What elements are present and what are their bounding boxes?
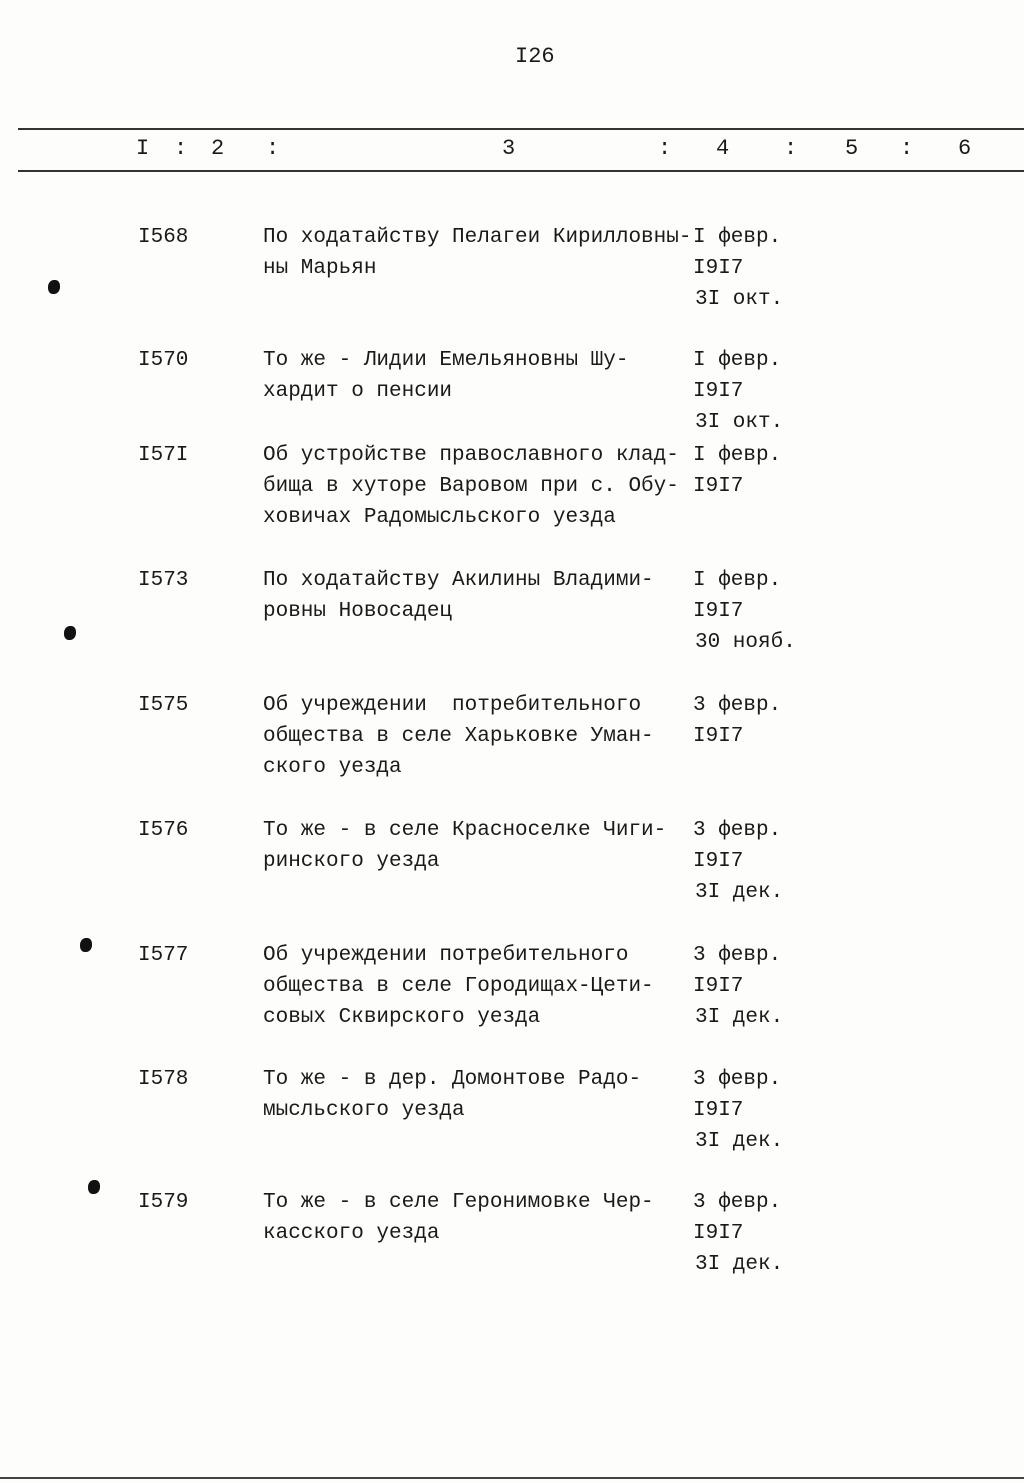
- date-line: I9I7: [693, 1222, 744, 1245]
- date-line: I9I7: [693, 1099, 744, 1122]
- description-line: То же - Лидии Емельяновны Шу-: [263, 349, 629, 372]
- separator: :: [900, 136, 914, 161]
- record-description: [263, 565, 693, 627]
- date-line: 3 февр.: [693, 819, 782, 842]
- date-line: I февр.: [693, 226, 782, 249]
- record-number: I573: [138, 569, 189, 592]
- date-line: 3I окт.: [695, 288, 784, 311]
- description-line: То же - в дер. Домонтове Радо-: [263, 1068, 642, 1091]
- record-dates: [693, 1187, 783, 1280]
- separator: :: [266, 136, 280, 161]
- description-line: общества в селе Городищах-Цети-: [263, 975, 654, 998]
- header-top-rule: [18, 128, 1024, 130]
- date-line: 3 февр.: [693, 1068, 782, 1091]
- column-2: 2: [211, 136, 225, 161]
- record-description: [263, 1064, 693, 1126]
- description-line: совых Сквирского уезда: [263, 1006, 541, 1029]
- description-line: Об учреждении потребительного: [263, 694, 642, 717]
- date-line: 3I дек.: [695, 1130, 784, 1153]
- description-line: То же - в селе Красноселке Чиги-: [263, 819, 667, 842]
- bottom-edge: [0, 1477, 1024, 1479]
- record-dates: [693, 440, 781, 502]
- column-1: I: [136, 136, 150, 161]
- record-dates: [693, 222, 783, 315]
- date-line: I9I7: [693, 257, 744, 280]
- record-number: I570: [138, 349, 189, 372]
- record-dates: [693, 565, 796, 658]
- date-line: 30 нояб.: [695, 631, 796, 654]
- date-line: I9I7: [693, 600, 744, 623]
- record-number: I576: [138, 819, 189, 842]
- column-5: 5: [845, 136, 859, 161]
- record-number: I568: [138, 226, 189, 249]
- description-line: Об учреждении потребительного: [263, 944, 629, 967]
- record-number: I577: [138, 944, 189, 967]
- date-line: 3I дек.: [695, 1006, 784, 1029]
- description-line: касского уезда: [263, 1222, 440, 1245]
- record-description: [263, 690, 693, 783]
- date-line: I февр.: [693, 569, 782, 592]
- record-description: [263, 1187, 693, 1249]
- description-line: мысльского уезда: [263, 1099, 465, 1122]
- record-number: I578: [138, 1068, 189, 1091]
- record-description: [263, 940, 693, 1033]
- punch-hole-mark: [88, 1180, 100, 1194]
- record-description: [263, 345, 693, 407]
- column-6: 6: [958, 136, 972, 161]
- record-number: I579: [138, 1191, 189, 1214]
- column-4: 4: [716, 136, 730, 161]
- description-line: хардит о пенсии: [263, 380, 453, 403]
- separator: :: [174, 136, 188, 161]
- date-line: 3 февр.: [693, 1191, 782, 1214]
- description-line: То же - в селе Геронимовке Чер-: [263, 1191, 654, 1214]
- description-line: ринского уезда: [263, 850, 440, 873]
- date-line: I февр.: [693, 444, 782, 467]
- date-line: I февр.: [693, 349, 782, 372]
- date-line: I9I7: [693, 380, 744, 403]
- header-bottom-rule: [18, 170, 1024, 172]
- description-line: ровны Новосадец: [263, 600, 453, 623]
- record-description: [263, 440, 693, 533]
- date-line: 3I дек.: [695, 1253, 784, 1276]
- date-line: 3 февр.: [693, 944, 782, 967]
- description-line: ского уезда: [263, 756, 402, 779]
- separator: :: [658, 136, 672, 161]
- description-line: По ходатайству Акилины Владими-: [263, 569, 654, 592]
- record-number: I57I: [138, 444, 189, 467]
- description-line: бища в хуторе Варовом при с. Обу-: [263, 475, 679, 498]
- record-dates: [693, 345, 783, 438]
- separator: :: [784, 136, 798, 161]
- record-description: [263, 815, 693, 877]
- description-line: общества в селе Харьковке Уман-: [263, 725, 654, 748]
- description-line: Об устройстве православного клад-: [263, 444, 679, 467]
- date-line: I9I7: [693, 975, 744, 998]
- date-line: 3 февр.: [693, 694, 782, 717]
- column-3: 3: [502, 136, 516, 161]
- date-line: I9I7: [693, 850, 744, 873]
- record-dates: [693, 690, 781, 752]
- punch-hole-mark: [80, 938, 92, 952]
- description-line: По ходатайству Пелагеи Кирилловны-: [263, 226, 692, 249]
- record-dates: [693, 1064, 783, 1157]
- punch-hole-mark: [48, 280, 60, 294]
- record-number: I575: [138, 694, 189, 717]
- record-dates: [693, 940, 783, 1033]
- page-number: I26: [515, 44, 555, 69]
- record-description: [263, 222, 693, 284]
- date-line: I9I7: [693, 725, 744, 748]
- record-dates: [693, 815, 783, 908]
- date-line: 3I окт.: [695, 411, 784, 434]
- description-line: ны Марьян: [263, 257, 377, 280]
- description-line: ховичах Радомысльского уезда: [263, 506, 616, 529]
- date-line: I9I7: [693, 475, 744, 498]
- date-line: 3I дек.: [695, 881, 784, 904]
- punch-hole-mark: [64, 626, 76, 640]
